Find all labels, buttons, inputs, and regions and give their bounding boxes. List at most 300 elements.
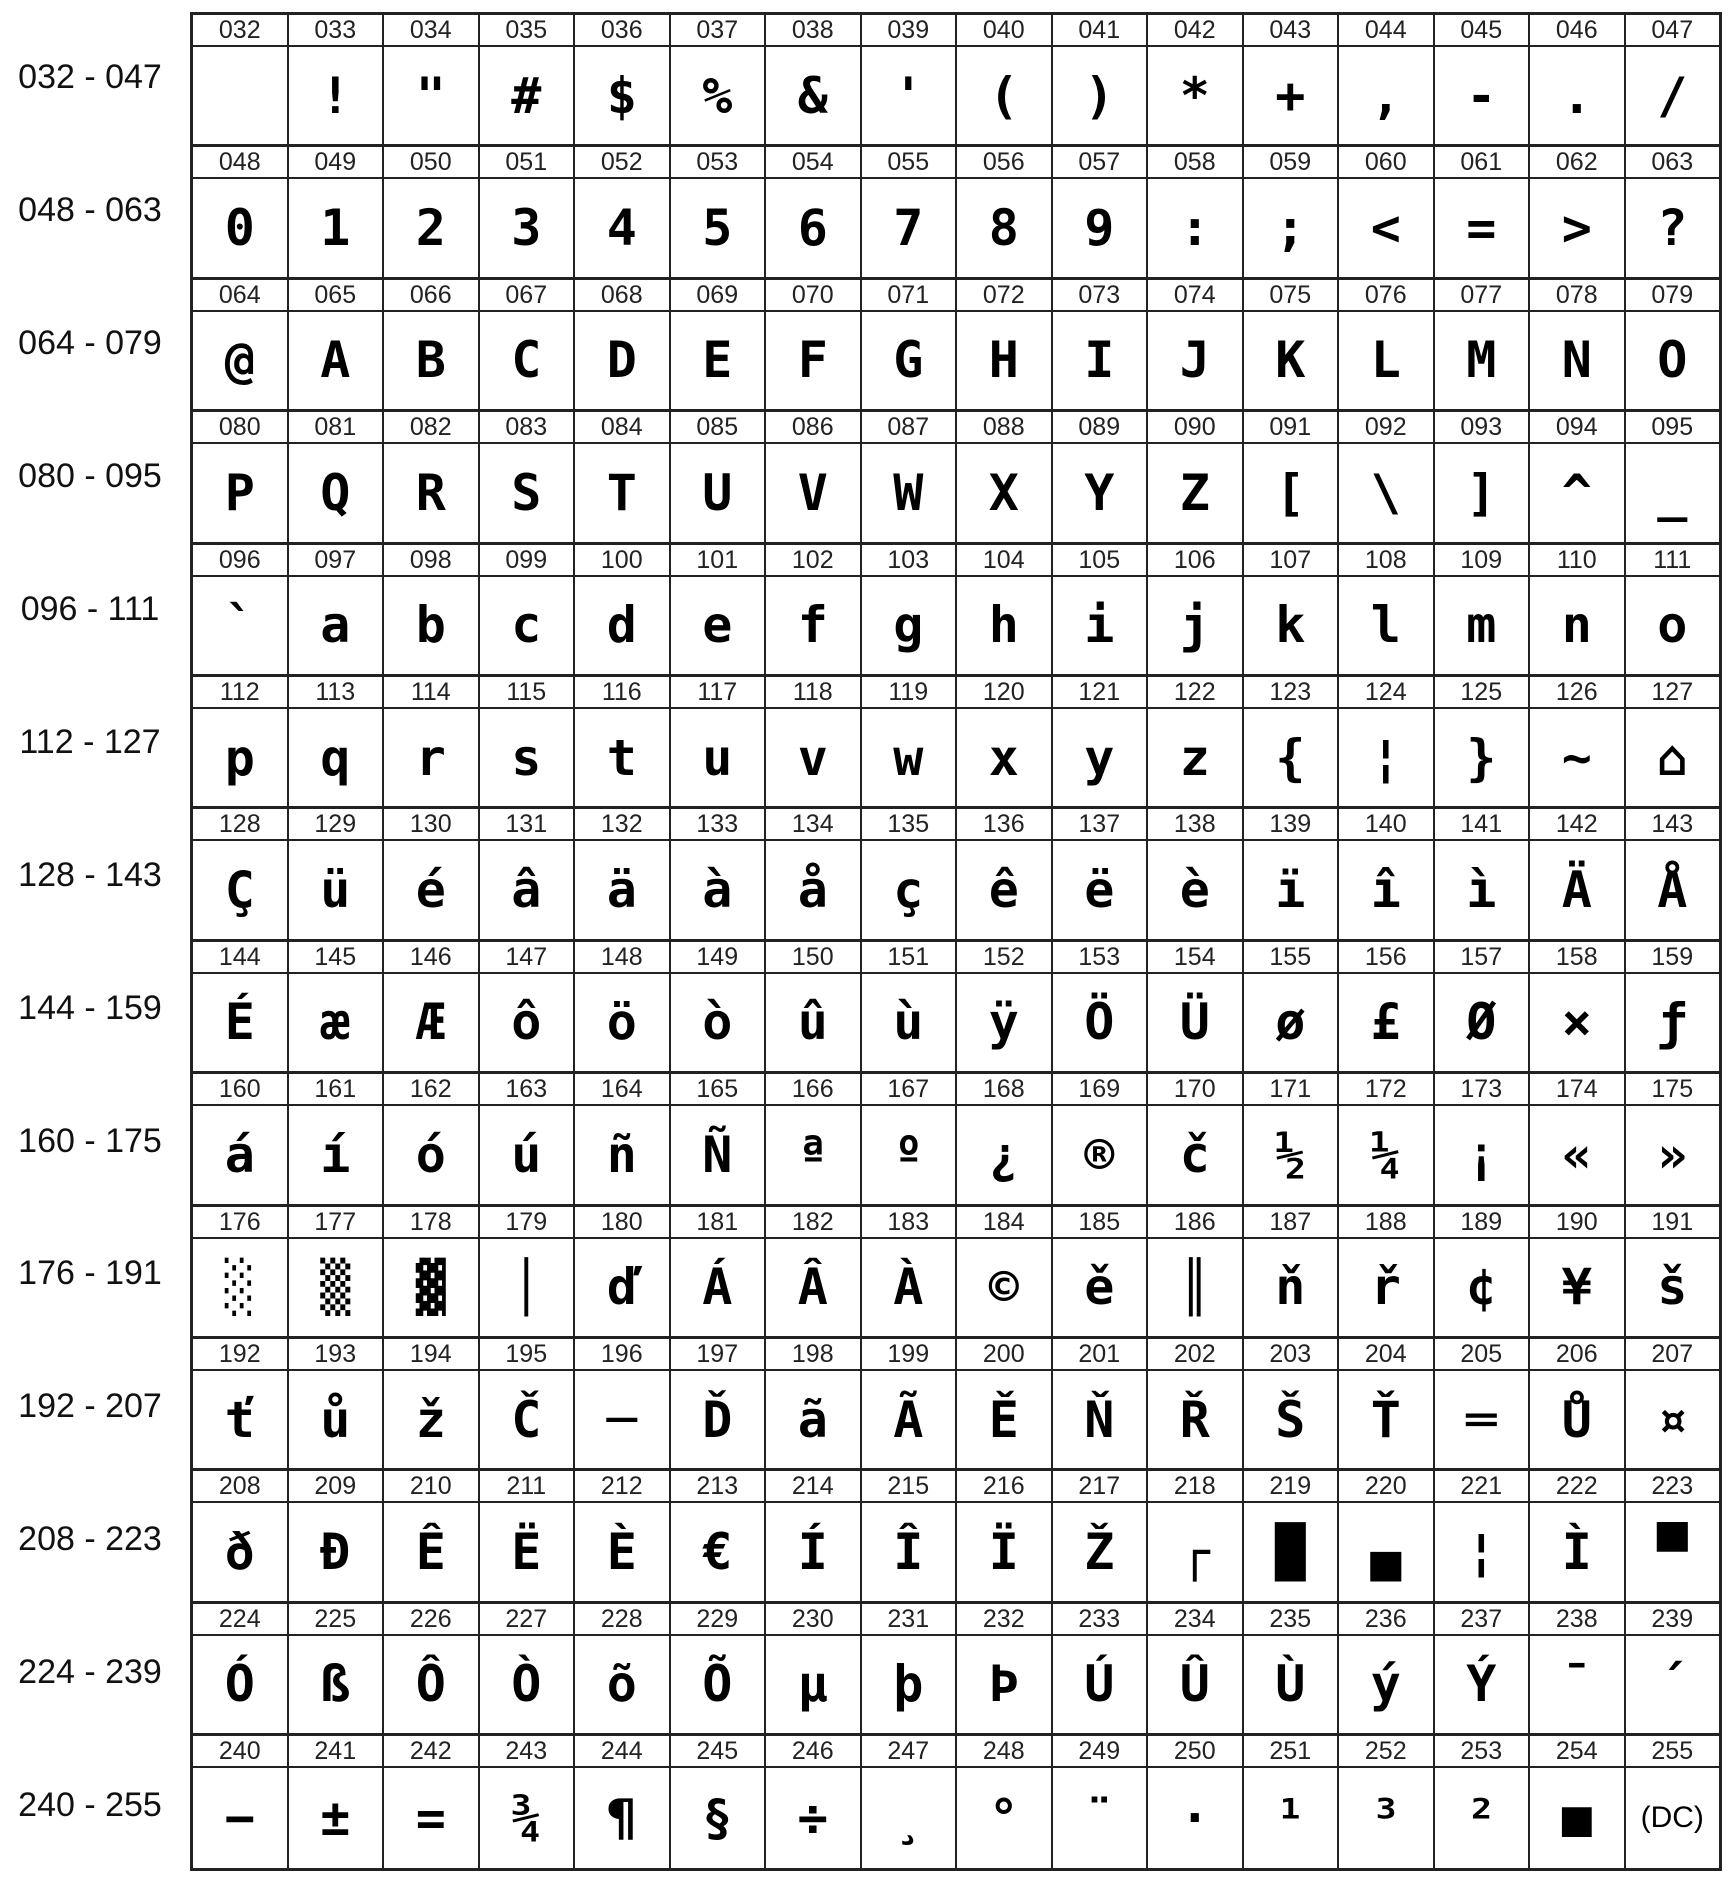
code-cell: [671, 412, 767, 544]
character-glyph: J: [1179, 331, 1210, 390]
code-number: 210: [384, 1471, 478, 1503]
code-cell: [1244, 147, 1340, 279]
code-cell: [1530, 412, 1626, 544]
character-glyph: ¤: [1657, 1390, 1688, 1449]
code-cell: [289, 15, 385, 147]
code-cell: [957, 147, 1053, 279]
code-cell: [193, 280, 289, 412]
character-glyph: c: [511, 596, 542, 655]
code-cell: [1148, 545, 1244, 677]
code-cell: [1244, 15, 1340, 147]
code-cell: [1339, 545, 1435, 677]
row-range-label: 128 - 143: [18, 855, 162, 894]
code-number: 223: [1626, 1471, 1720, 1503]
code-cell: [1244, 1471, 1340, 1603]
code-cell: [862, 1604, 958, 1736]
code-number: 112: [193, 677, 287, 709]
code-number: 143: [1626, 809, 1720, 841]
code-cell: [1148, 677, 1244, 809]
code-cell: [384, 1207, 480, 1339]
code-cell: [575, 677, 671, 809]
code-number: 126: [1530, 677, 1624, 709]
character-glyph: Ě: [988, 1390, 1019, 1449]
character-glyph: ň: [1275, 1258, 1306, 1317]
character-glyph: ô: [511, 993, 542, 1052]
character-glyph: ñ: [606, 1125, 637, 1184]
code-row: [193, 280, 1719, 412]
code-number: 246: [766, 1736, 860, 1768]
character-glyph: p: [224, 728, 255, 787]
character-glyph: Ř: [1179, 1390, 1210, 1449]
character-glyph: č: [1179, 1125, 1210, 1184]
character-glyph: j: [1179, 596, 1210, 655]
code-cell: [1339, 942, 1435, 1074]
code-number: 111: [1626, 545, 1720, 577]
code-cell: [575, 147, 671, 279]
code-cell: [1148, 942, 1244, 1074]
character-glyph: =: [415, 1789, 446, 1848]
character-glyph: ¼: [1370, 1125, 1401, 1184]
character-glyph: M: [1466, 331, 1497, 390]
character-glyph: «: [1561, 1125, 1592, 1184]
row-range-label: 096 - 111: [20, 589, 160, 628]
code-cell: [193, 1339, 289, 1471]
code-number: 043: [1244, 15, 1338, 47]
code-number: 082: [384, 412, 478, 444]
character-glyph: ì: [1466, 861, 1497, 920]
code-cell: [1530, 1736, 1626, 1868]
code-cell: [957, 1339, 1053, 1471]
code-cell: [1148, 1736, 1244, 1868]
code-number: 151: [862, 942, 956, 974]
code-number: 250: [1148, 1736, 1242, 1768]
code-cell: [766, 15, 862, 147]
code-row: [193, 1471, 1719, 1603]
code-cell: [480, 412, 576, 544]
character-glyph: å: [797, 861, 828, 920]
code-number: 058: [1148, 147, 1242, 179]
code-cell: [1244, 1207, 1340, 1339]
code-number: 062: [1530, 147, 1624, 179]
character-glyph: Č: [511, 1390, 542, 1449]
code-number: 072: [957, 280, 1051, 312]
character-glyph: k: [1275, 596, 1306, 655]
character-glyph: ▒: [320, 1258, 351, 1317]
character-glyph: ´: [1657, 1655, 1688, 1714]
character-glyph: f: [797, 596, 828, 655]
code-number: 051: [480, 147, 574, 179]
character-glyph: ─: [606, 1390, 637, 1449]
character-glyph: ě: [1084, 1258, 1115, 1317]
character-glyph: à: [702, 861, 733, 920]
code-cell: [1530, 1074, 1626, 1206]
code-cell: [575, 1207, 671, 1339]
character-glyph: î: [1370, 861, 1401, 920]
character-glyph: ¸: [893, 1789, 924, 1848]
code-cell: [671, 1339, 767, 1471]
code-number: 191: [1626, 1207, 1720, 1239]
code-number: 206: [1530, 1339, 1624, 1371]
code-number: 125: [1435, 677, 1529, 709]
code-number: 047: [1626, 15, 1720, 47]
code-cell: [384, 942, 480, 1074]
code-cell: [766, 412, 862, 544]
code-cell: [1435, 1074, 1531, 1206]
character-glyph: F: [797, 331, 828, 390]
code-cell: [575, 1471, 671, 1603]
code-number: 102: [766, 545, 860, 577]
character-glyph: i: [1084, 596, 1115, 655]
code-number: 049: [289, 147, 383, 179]
code-number: 157: [1435, 942, 1529, 974]
code-cell: [1053, 1207, 1149, 1339]
code-number: 055: [862, 147, 956, 179]
code-number: 220: [1339, 1471, 1433, 1503]
character-glyph: 2: [415, 199, 446, 258]
character-glyph: ^: [1561, 463, 1592, 522]
code-number: 044: [1339, 15, 1433, 47]
code-cell: [1530, 809, 1626, 941]
character-glyph: À: [893, 1258, 924, 1317]
code-number: 221: [1435, 1471, 1529, 1503]
code-number: 194: [384, 1339, 478, 1371]
code-cell: [289, 1207, 385, 1339]
character-glyph: .: [1561, 66, 1592, 125]
code-cell: [671, 1604, 767, 1736]
code-number: 190: [1530, 1207, 1624, 1239]
character-glyph: !: [320, 66, 351, 125]
character-glyph: /: [1657, 66, 1688, 125]
code-number: 182: [766, 1207, 860, 1239]
code-cell: [480, 15, 576, 147]
code-cell: [384, 1339, 480, 1471]
code-number: 079: [1626, 280, 1720, 312]
code-cell: [575, 1339, 671, 1471]
code-number: 103: [862, 545, 956, 577]
code-number: 165: [671, 1074, 765, 1106]
code-cell: [1053, 809, 1149, 941]
code-number: 117: [671, 677, 765, 709]
character-glyph: (: [988, 66, 1019, 125]
character-glyph: T: [606, 463, 637, 522]
code-number: 233: [1053, 1604, 1147, 1636]
row-range-label: 160 - 175: [18, 1121, 162, 1160]
code-number: 139: [1244, 809, 1338, 841]
code-number: 101: [671, 545, 765, 577]
character-glyph: »: [1657, 1125, 1688, 1184]
character-glyph: 6: [797, 199, 828, 258]
code-cell: [289, 412, 385, 544]
character-glyph: ó: [415, 1125, 446, 1184]
character-glyph: þ: [893, 1655, 924, 1714]
code-number: 097: [289, 545, 383, 577]
character-glyph: o: [1657, 596, 1688, 655]
row-range-label: 192 - 207: [18, 1387, 162, 1426]
character-glyph: <: [1370, 199, 1401, 258]
character-glyph: m: [1466, 596, 1497, 655]
code-cell: [1244, 1604, 1340, 1736]
code-number: 084: [575, 412, 669, 444]
row-range-label: 240 - 255: [18, 1786, 162, 1825]
code-number: 045: [1435, 15, 1529, 47]
code-number: 245: [671, 1736, 765, 1768]
character-glyph: #: [511, 66, 542, 125]
code-cell: [193, 1604, 289, 1736]
code-cell: [575, 280, 671, 412]
character-glyph: š: [1657, 1258, 1688, 1317]
code-number: 160: [193, 1074, 287, 1106]
character-glyph: u: [702, 728, 733, 787]
code-number: 095: [1626, 412, 1720, 444]
code-number: 088: [957, 412, 1051, 444]
code-cell: [1339, 809, 1435, 941]
code-cell: [1435, 280, 1531, 412]
code-cell: [289, 1604, 385, 1736]
character-glyph: t: [606, 728, 637, 787]
code-number: 040: [957, 15, 1051, 47]
code-cell: [1626, 677, 1720, 809]
code-number: 135: [862, 809, 956, 841]
character-glyph: Ú: [1084, 1655, 1115, 1714]
character-glyph: ů: [320, 1390, 351, 1449]
character-glyph: ;: [1275, 199, 1306, 258]
code-number: 222: [1530, 1471, 1624, 1503]
character-glyph: A: [320, 331, 351, 390]
code-number: 134: [766, 809, 860, 841]
code-cell: [480, 1207, 576, 1339]
code-number: 075: [1244, 280, 1338, 312]
code-number: 038: [766, 15, 860, 47]
code-cell: [862, 280, 958, 412]
character-glyph: Ø: [1466, 993, 1497, 1052]
character-glyph: H: [988, 331, 1019, 390]
code-number: 121: [1053, 677, 1147, 709]
code-cell: [671, 1736, 767, 1868]
code-cell: [289, 942, 385, 1074]
code-cell: [1339, 1604, 1435, 1736]
code-number: 053: [671, 147, 765, 179]
code-number: 107: [1244, 545, 1338, 577]
character-glyph: Ë: [511, 1522, 542, 1581]
code-cell: [575, 545, 671, 677]
character-glyph: B: [415, 331, 446, 390]
character-glyph: µ: [797, 1655, 828, 1714]
character-glyph: ª: [797, 1125, 828, 1184]
character-glyph: P: [224, 463, 255, 522]
code-cell: [766, 1074, 862, 1206]
code-number: 212: [575, 1471, 669, 1503]
character-glyph: ═: [1466, 1390, 1497, 1449]
character-glyph: Z: [1179, 463, 1210, 522]
character-glyph: _: [1657, 463, 1688, 522]
code-number: 163: [480, 1074, 574, 1106]
character-glyph: Ê: [415, 1522, 446, 1581]
row-range-label: 032 - 047: [18, 58, 162, 96]
character-glyph: ÷: [797, 1789, 828, 1848]
character-glyph: ¯: [1561, 1655, 1592, 1714]
code-cell: [1244, 545, 1340, 677]
code-number: 241: [289, 1736, 383, 1768]
code-number: 141: [1435, 809, 1529, 841]
code-cell: [575, 1604, 671, 1736]
character-glyph: Ď: [702, 1390, 733, 1449]
code-cell: [1148, 1604, 1244, 1736]
character-glyph: ▄: [1370, 1522, 1401, 1581]
character-glyph: Û: [1179, 1655, 1210, 1714]
code-cell: [193, 677, 289, 809]
character-glyph: ▓: [415, 1258, 446, 1317]
character-glyph: ť: [224, 1390, 255, 1449]
character-glyph: ×: [1561, 993, 1592, 1052]
code-cell: [957, 545, 1053, 677]
code-number: 059: [1244, 147, 1338, 179]
code-cell: [1530, 1604, 1626, 1736]
character-glyph: ¾: [511, 1789, 542, 1848]
character-glyph: e: [702, 596, 733, 655]
code-grid: [190, 12, 1722, 1871]
code-cell: [1053, 942, 1149, 1074]
code-cell: [193, 809, 289, 941]
code-cell: [862, 1074, 958, 1206]
code-row: [193, 809, 1719, 941]
code-cell: [1339, 677, 1435, 809]
code-number: 200: [957, 1339, 1051, 1371]
row-range-label: 112 - 127: [19, 722, 161, 761]
character-glyph: `: [224, 596, 255, 655]
character-glyph: ë: [1084, 861, 1115, 920]
character-glyph: ┌: [1179, 1522, 1210, 1581]
code-number: 127: [1626, 677, 1720, 709]
code-number: 183: [862, 1207, 956, 1239]
code-number: 120: [957, 677, 1051, 709]
code-number: 224: [193, 1604, 287, 1636]
character-glyph: ®: [1084, 1125, 1115, 1184]
character-glyph: ù: [893, 993, 924, 1052]
code-number: 074: [1148, 280, 1242, 312]
character-glyph: 5: [702, 199, 733, 258]
character-glyph: -: [1466, 66, 1497, 125]
code-cell: [1244, 1339, 1340, 1471]
code-number: 205: [1435, 1339, 1529, 1371]
row-range-label: 224 - 239: [18, 1653, 162, 1692]
code-cell: [862, 1339, 958, 1471]
code-number: 138: [1148, 809, 1242, 841]
character-glyph: Ť: [1370, 1390, 1401, 1449]
code-number: 132: [575, 809, 669, 841]
character-glyph: Ï: [988, 1522, 1019, 1581]
code-number: 207: [1626, 1339, 1720, 1371]
code-number: 073: [1053, 280, 1147, 312]
code-number: 237: [1435, 1604, 1529, 1636]
character-glyph: @: [224, 331, 255, 390]
code-number: 255: [1626, 1736, 1720, 1768]
code-cell: [1435, 15, 1531, 147]
character-glyph: ¹: [1275, 1789, 1306, 1848]
character-glyph: E: [702, 331, 733, 390]
character-glyph: Đ: [320, 1522, 351, 1581]
code-cell: [480, 1339, 576, 1471]
code-cell: [862, 942, 958, 1074]
character-glyph: G: [893, 331, 924, 390]
code-number: 217: [1053, 1471, 1147, 1503]
code-cell: [384, 1736, 480, 1868]
code-number: 119: [862, 677, 956, 709]
character-glyph: è: [1179, 861, 1210, 920]
character-glyph: Ü: [1179, 993, 1210, 1052]
code-cell: [1244, 1074, 1340, 1206]
code-cell: [862, 147, 958, 279]
code-cell: [289, 545, 385, 677]
code-cell: [957, 1471, 1053, 1603]
character-glyph: ¥: [1561, 1258, 1592, 1317]
code-cell: [1530, 942, 1626, 1074]
code-number: 105: [1053, 545, 1147, 577]
character-glyph: L: [1370, 331, 1401, 390]
character-glyph: Â: [797, 1258, 828, 1317]
code-number: 195: [480, 1339, 574, 1371]
character-glyph: ã: [797, 1390, 828, 1449]
code-number: 188: [1339, 1207, 1433, 1239]
code-number: 213: [671, 1471, 765, 1503]
character-glyph: â: [511, 861, 542, 920]
code-number: 032: [193, 15, 287, 47]
code-cell: [1053, 412, 1149, 544]
code-number: 254: [1530, 1736, 1624, 1768]
character-glyph: ½: [1275, 1125, 1306, 1184]
character-glyph: Ù: [1275, 1655, 1306, 1714]
character-glyph: æ: [320, 993, 351, 1052]
code-row: [193, 147, 1719, 279]
code-number: 110: [1530, 545, 1624, 577]
code-cell: [384, 147, 480, 279]
code-number: 114: [384, 677, 478, 709]
character-glyph: ?: [1657, 199, 1688, 258]
character-glyph: Q: [320, 463, 351, 522]
character-glyph: R: [415, 463, 446, 522]
character-glyph: U: [702, 463, 733, 522]
code-number: 203: [1244, 1339, 1338, 1371]
code-cell: [1435, 412, 1531, 544]
code-number: 177: [289, 1207, 383, 1239]
code-cell: [671, 1471, 767, 1603]
code-number: 196: [575, 1339, 669, 1371]
code-number: 056: [957, 147, 1051, 179]
code-cell: [384, 412, 480, 544]
code-cell: [957, 1207, 1053, 1339]
character-glyph: §: [702, 1789, 733, 1848]
code-cell: [1148, 809, 1244, 941]
code-number: 244: [575, 1736, 669, 1768]
code-cell: [193, 412, 289, 544]
code-number: 249: [1053, 1736, 1147, 1768]
code-cell: [193, 1207, 289, 1339]
character-glyph: ä: [606, 861, 637, 920]
code-number: 106: [1148, 545, 1242, 577]
character-glyph: I: [1084, 331, 1115, 390]
code-number: 186: [1148, 1207, 1242, 1239]
code-row: [193, 15, 1719, 147]
code-number: 231: [862, 1604, 956, 1636]
code-cell: [1435, 545, 1531, 677]
code-row: [193, 412, 1719, 544]
code-number: 189: [1435, 1207, 1529, 1239]
code-cell: [480, 677, 576, 809]
code-number: 154: [1148, 942, 1242, 974]
code-number: 162: [384, 1074, 478, 1106]
code-cell: [862, 412, 958, 544]
code-cell: [1435, 147, 1531, 279]
character-glyph: ·: [1179, 1789, 1210, 1848]
